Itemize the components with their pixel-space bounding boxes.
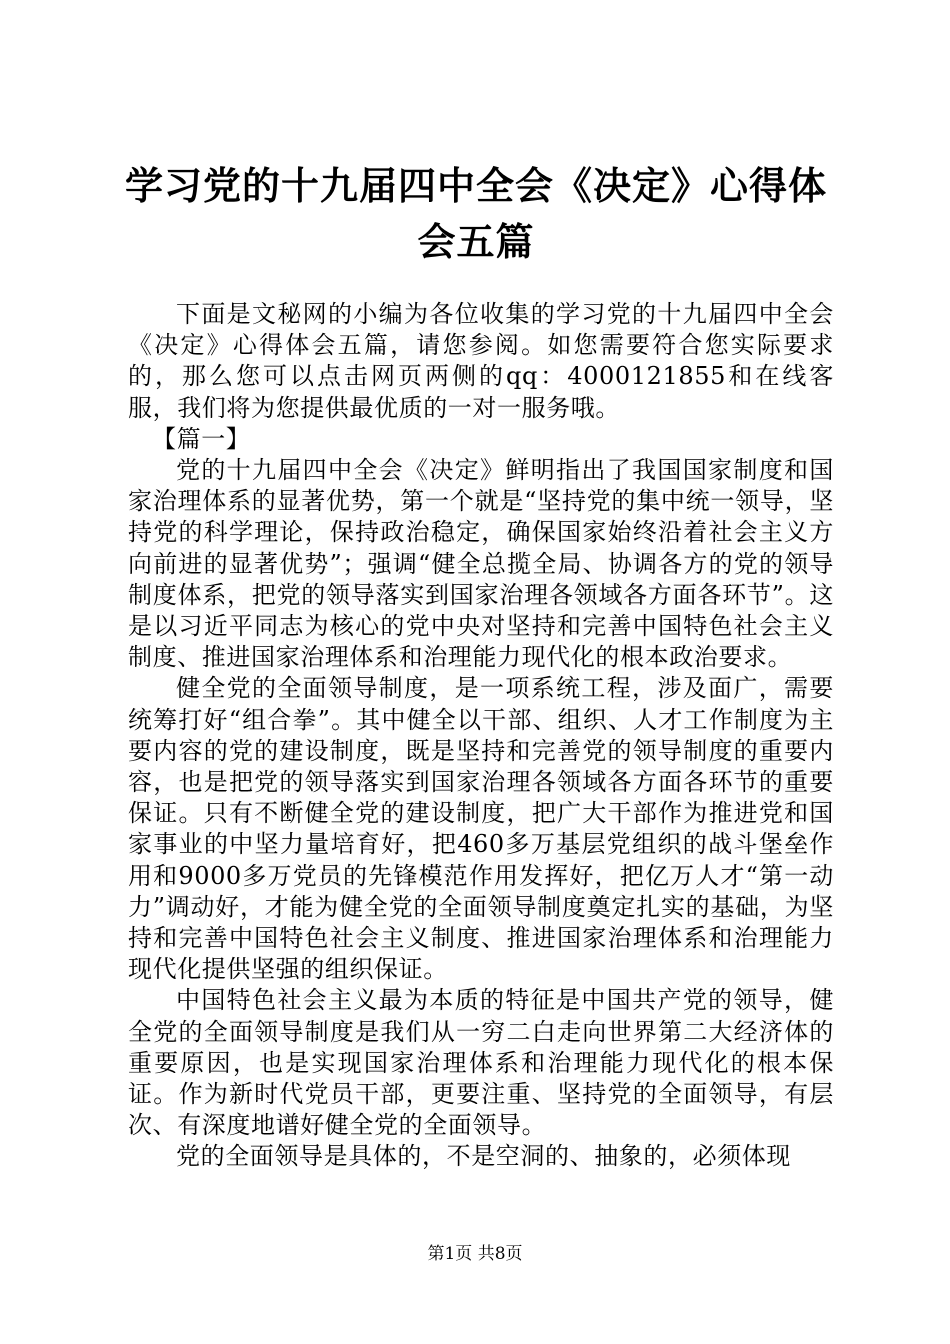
document-body <box>128 299 834 1173</box>
page-footer: 第1页 共8页 <box>427 1244 523 1264</box>
section-heading: 【篇一】 <box>152 424 251 453</box>
document-title: 学习党的十九届四中全会《决定》心得体会五篇 <box>124 164 827 264</box>
intro-paragraph: 下面是文秘网的小编为各位收集的学习党的十九届四中全会《决定》心得体会五篇，请您参阅。如您需要符合您实际要求的，那么您可以点击网页两侧的qq：4000121855和在线客服，我们将为您提供最优质的一对一服务哦。 <box>128 300 834 422</box>
body-paragraph-2: 健全党的全面领导制度，是一项系统工程，涉及面广，需要统筹打好“组合拳”。其中健全以干部、组织、人才工作制度为主要内容的党的建设制度，既是坚持和完善党的领导制度的重要内容，也是把党的领导落实到国家治理各领域各方面各环节的重要保证。只有不断健全党的建设制度，把广大干部作为推进党和国家事业的中坚力量培育好，把460多万基层党组织的战斗堡垒作用和9000多万党员的先锋模范作用发挥好，把亿万人才“第一动力”调动好，才能为健全党的全面领导制度奠定扎实的基础，为坚持和完善中国特色社会主义制度、推进国家治理体系和治理能力现代化提供坚强的组织保证。 <box>128 674 834 984</box>
body-paragraph-3: 中国特色社会主义最为本质的特征是中国共产党的领导，健全党的全面领导制度是我们从一穷二白走向世界第二大经济体的重要原因，也是实现国家治理体系和治理能力现代化的根本保证。作为新时代党员干部，更要注重、坚持党的全面领导，有层次、有深度地谱好健全党的全面领导。 <box>128 986 834 1140</box>
body-paragraph-4: 党的全面领导是具体的，不是空洞的、抽象的，必须体现 <box>176 1142 791 1171</box>
body-paragraph-1: 党的十九届四中全会《决定》鲜明指出了我国国家制度和国家治理体系的显著优势，第一个就是“坚持党的集中统一领导，坚持党的科学理论，保持政治稳定，确保国家始终沿着社会主义方向前进的显著优势”；强调“健全总揽全局、协调各方的党的领导制度体系，把党的领导落实到国家治理各领域各方面各环节”。这是以习近平同志为核心的党中央对坚持和完善中国特色社会主义制度、推进国家治理体系和治理能力现代化的根本政治要求。 <box>128 456 834 672</box>
